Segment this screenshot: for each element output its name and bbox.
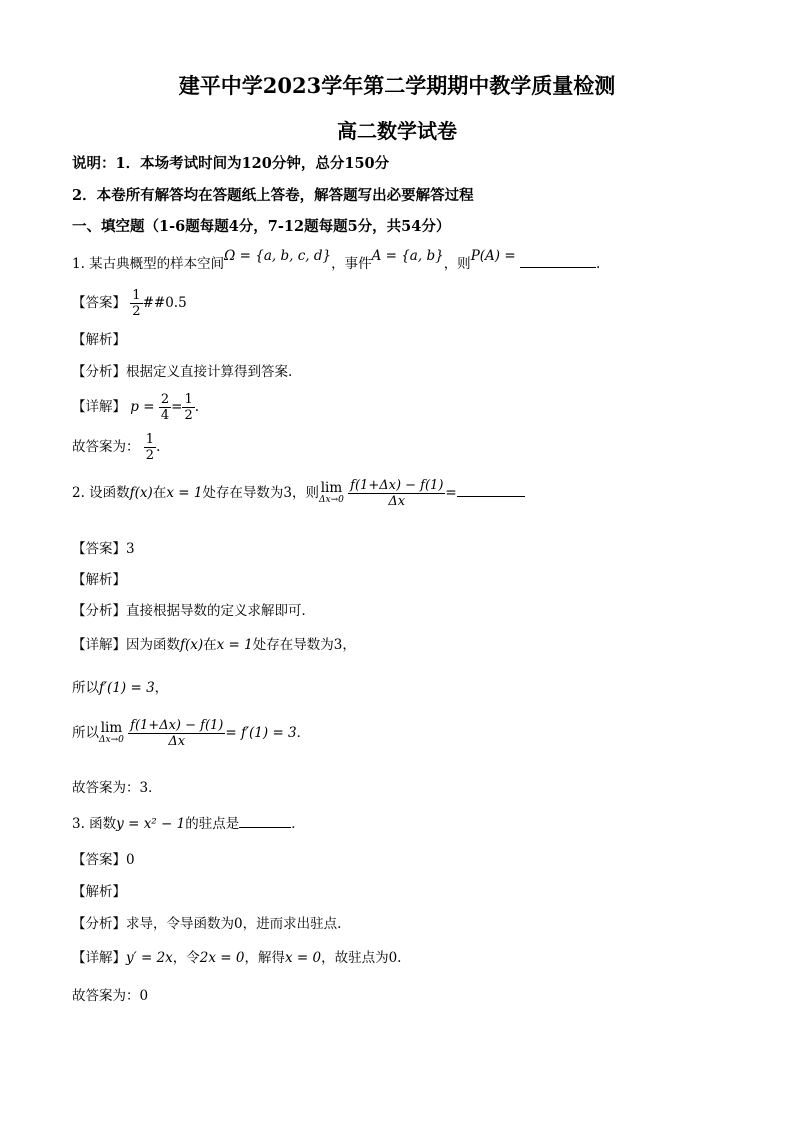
exam-title: 建平中学2023学年第二学期期中教学质量检测 [178, 73, 616, 98]
q2-answer-blank [457, 495, 525, 497]
q2-analysis-label: 【解析】 [72, 572, 126, 588]
q2-so-2: 所以 lim Δx→0 $\frac{f(1+\Delta x) - f(1)}{\Delta x}$ = f′(1) = 3． [72, 718, 311, 749]
q2-fenxi: 【分析】直接根据导数的定义求解即可． [72, 603, 315, 619]
q1-event: A = {a, b} [371, 248, 444, 264]
q2-answer-row: 【答案】3 [72, 541, 135, 557]
q2-so2-fraction: $\frac{f(1+\Delta x) - f(1)}{\Delta x}$ [130, 718, 224, 749]
question-1: 1. 某古典概型的样本空间Ω = {a, b, c, d}，事件A = {a, b}，则P(A) = . [72, 248, 601, 272]
q3-answer-blank [239, 826, 291, 828]
q3-detail: 【详解】y′ = 2x，令2x = 0，解得x = 0，故驻点为0. [72, 950, 402, 966]
exam-subtitle: 高二数学试卷 [337, 119, 457, 143]
q1-fenxi: 【分析】根据定义直接计算得到答案. [72, 364, 293, 380]
answer-label: 【答案】 [72, 295, 126, 311]
q1-detail-frac-1: $\frac{2}{4}$ [160, 392, 170, 423]
q1-detail-frac-2: $\frac{1}{2}$ [184, 392, 193, 423]
section-heading: 一、填空题（1-6题每题4分，7-12题每题5分，共54分） [72, 218, 451, 235]
q1-answer-row [72, 288, 187, 319]
q3-final: 故答案为：0 [72, 988, 149, 1004]
q1-omega: Ω = {a, b, c, d} [224, 248, 332, 264]
q1-detail-lhs: p = [130, 399, 155, 415]
q2-x-eq: x = 1 [166, 485, 203, 501]
question-3: 3. 函数y = x² − 1的驻点是 ． [72, 816, 305, 832]
q3-answer-row: 【答案】0 [72, 852, 135, 868]
q2-fraction: $\frac{f(1+\Delta x) - f(1)}{\Delta x}$ [350, 478, 444, 509]
q1-mid: ，事件 [331, 256, 372, 272]
q2-fx: f(x) [129, 485, 153, 501]
q1-answer-blank [520, 266, 596, 268]
q1-answer-fraction: $\frac{1}{2}$ [132, 288, 141, 319]
q1-answer-tail: ##0.5 [142, 295, 187, 311]
instruction-line-1: 说明：1．本场考试时间为120分钟，总分150分 [72, 155, 390, 172]
q3-function: y = x² − 1 [116, 816, 186, 832]
q1-pa: P(A) = [470, 248, 516, 264]
q1-then: ，则 [443, 256, 471, 272]
instruction-line-2: 2．本卷所有解答均在答题纸上答卷，解答题写出必要解答过程 [72, 187, 474, 204]
q3-answer: 0 [126, 852, 135, 868]
q2-so2-limit: lim Δx→0 [99, 719, 124, 745]
q1-final: 故答案为： $\frac{1}{2}$ . [72, 432, 161, 463]
q1-detail: 【详解】 p = $\frac{2}{4}$ = $\frac{1}{2}$ . [72, 392, 200, 423]
question-2: 2. 设函数f(x)在x = 1处存在导数为3，则 lim Δx→0 $\frac{f(1+\Delta x) - f(1)}{\Delta x}$ = [72, 478, 525, 509]
q3-analysis-label: 【解析】 [72, 884, 126, 900]
q2-answer: 3 [126, 541, 135, 557]
q2-detail: 【详解】因为函数f(x)在x = 1处存在导数为3， [72, 637, 356, 653]
q2-limit: lim Δx→0 [319, 479, 344, 505]
q2-final: 故答案为：3． [72, 780, 162, 796]
q1-analysis-label: 【解析】 [72, 332, 126, 348]
q1-final-frac: $\frac{1}{2}$ [145, 432, 155, 463]
q2-so-1: 所以f′(1) = 3， [72, 680, 169, 696]
q3-fenxi: 【分析】求导，令导函数为0，进而求出驻点. [72, 916, 342, 932]
q1-prefix: 1. 某古典概型的样本空间 [72, 256, 225, 272]
